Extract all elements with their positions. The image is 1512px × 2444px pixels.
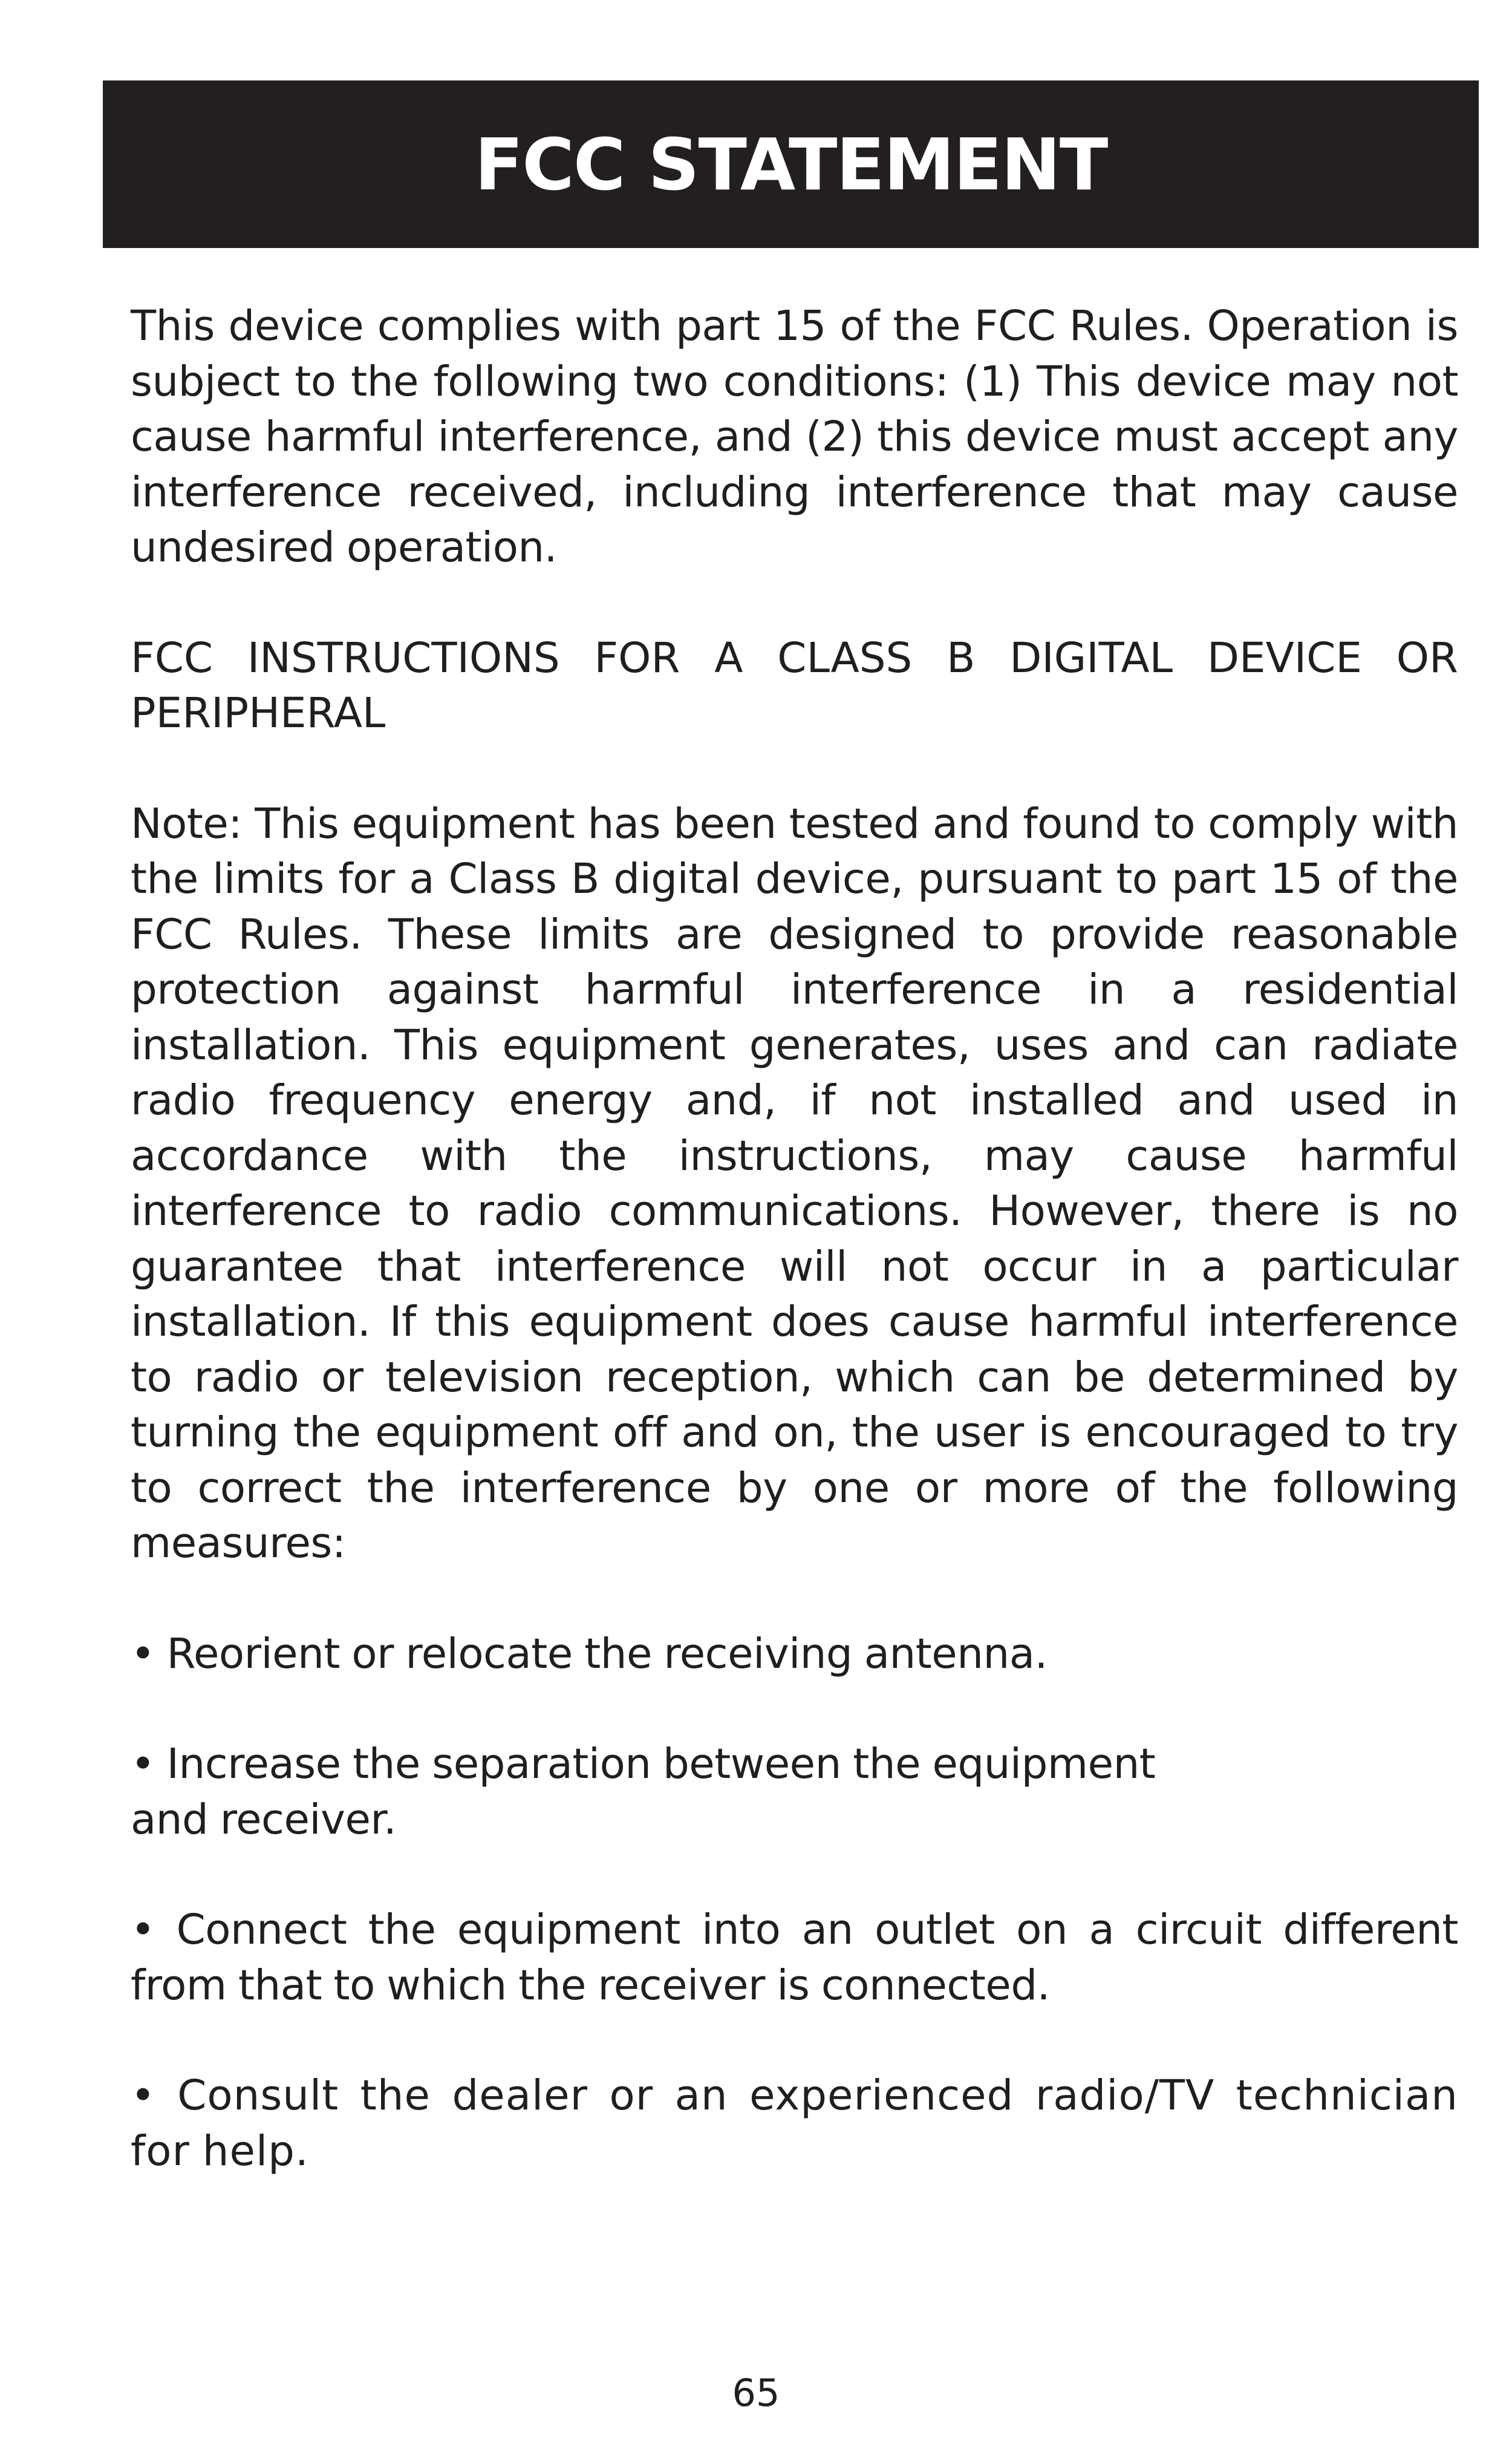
- compliance-paragraph: This device complies with part 15 of the FCC Rules. Operation is subject to the following two conditions: (1) This device may not cause harmful interference, and (2) this device must accept any interference received, including interference that may cause undesired operation.: [131, 302, 1458, 572]
- document-body: [131, 299, 1458, 2234]
- page-number: 65: [732, 2371, 780, 2415]
- page-title: FCC STATEMENT: [474, 122, 1107, 206]
- instructions-heading: FCC INSTRUCTIONS FOR A CLASS B DIGITAL DEVICE OR PERIPHERAL: [131, 633, 1458, 737]
- header-bar: [103, 80, 1479, 248]
- measure-item: • Connect the equipment into an outlet on a circuit different from that to which the receiver is connected.: [131, 1906, 1458, 2010]
- measure-item: • Increase the separation between the equipment and receiver.: [131, 1740, 1156, 1844]
- measure-item: • Reorient or relocate the receiving antenna.: [131, 1629, 1048, 1678]
- note-paragraph: Note: This equipment has been tested and found to comply with the limits for a Class B digital device, pursuant to part 15 of the FCC Rules. These limits are designed to provide reasonable protection against harmful interference in a residential installation. This equipment generates, uses and can radiate radio frequency energy and, if not installed and used in accordance with the instructions, may cause harmful interference to radio communications. However, there is no guarantee that interference will not occur in a particular installation. If this equipment does cause harmful interference to radio or television reception, which can be determined by turning the equipment off and on, the user is encouraged to try to correct the interference by one or more of the following measures:: [131, 799, 1458, 1567]
- measure-item: • Consult the dealer or an experienced radio/TV technician for help.: [131, 2071, 1458, 2175]
